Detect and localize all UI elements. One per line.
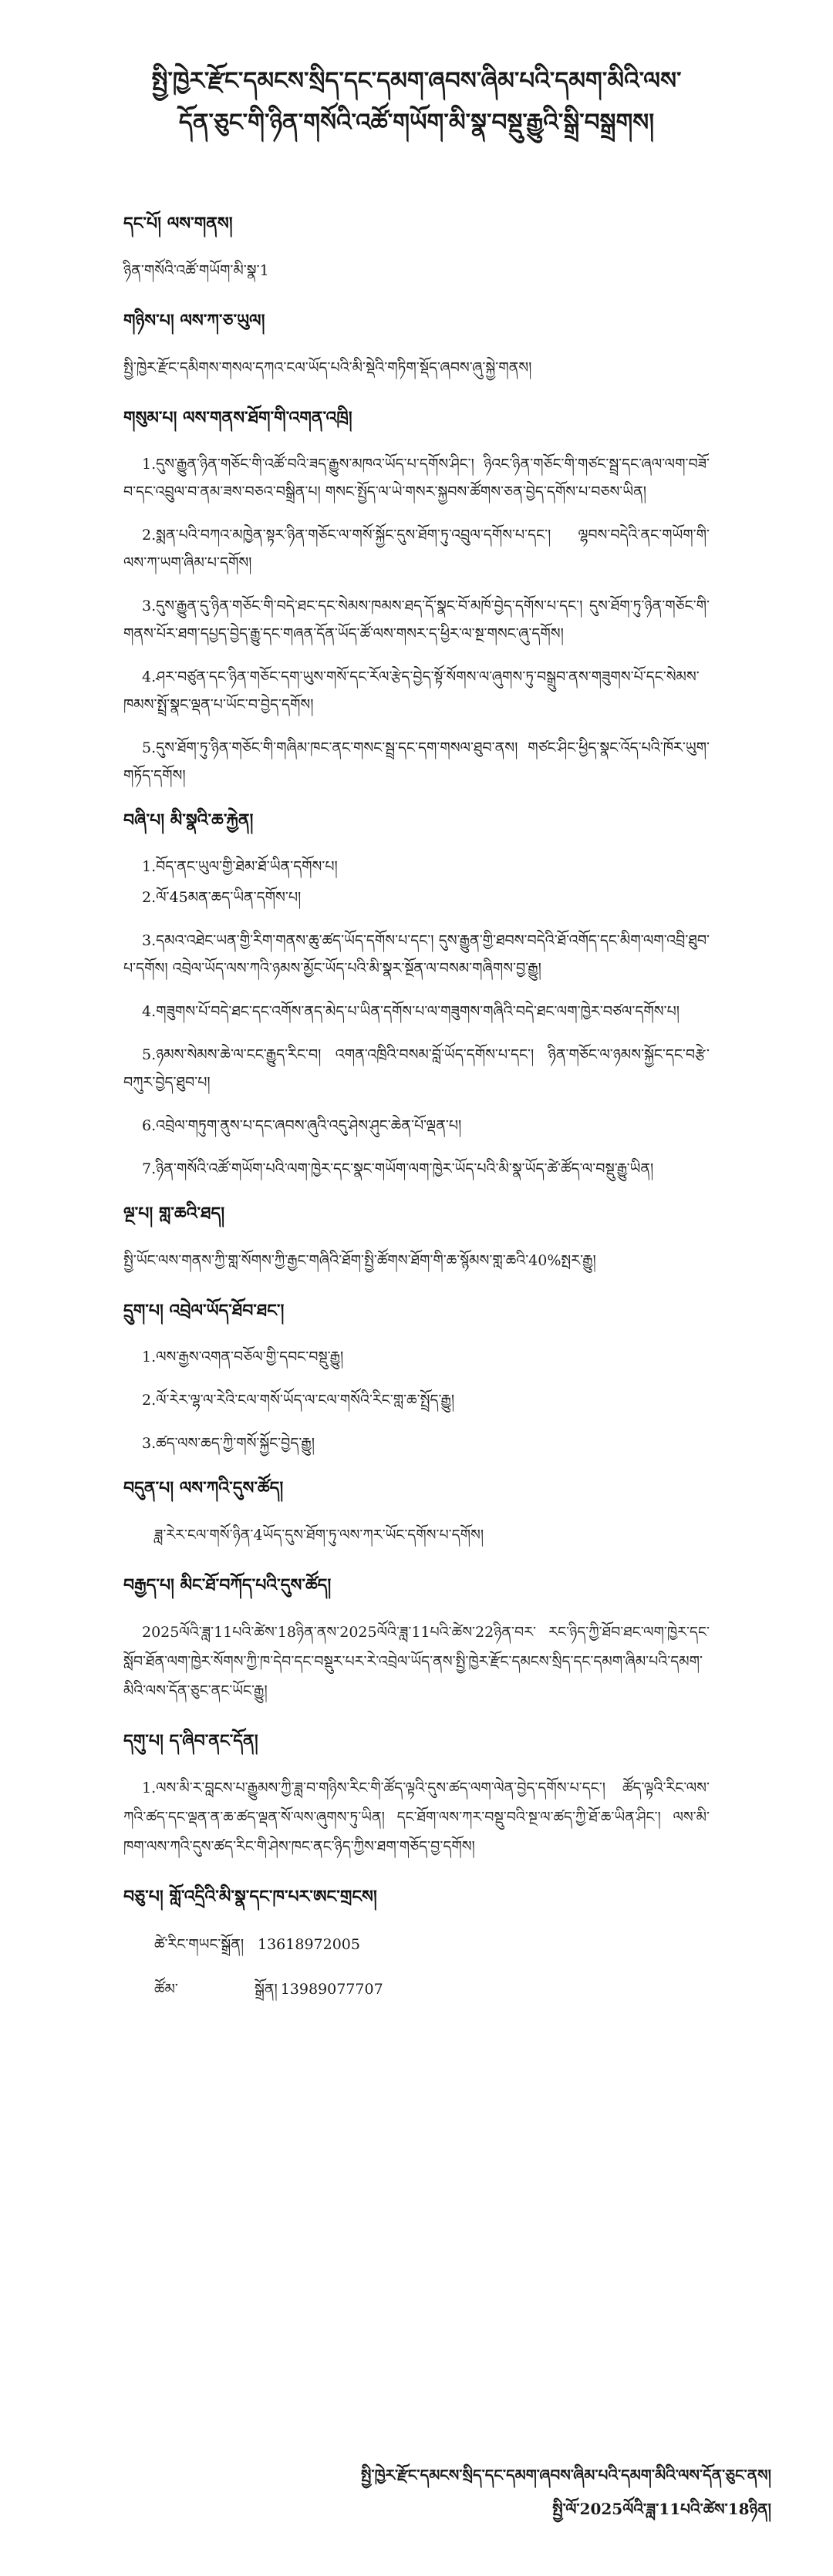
section-7-heading: བདུན་པ། ལས་ཀའི་དུས་ཚོད། [123,1478,284,1498]
issuing-organization: སྤྱི་ཁྱེར་རྫོང་དམངས་སྲིད་དང་དམག་ཞབས་ཞིམ་པའི་དམག་མིའི་ལས་དོན་ཅུང་ནས། [360,2466,771,2484]
section-3-item: 5.དུས་ཐོག་ཏུ་ཉིན་གཅོང་གི་གཞིམ་ཁང་ནང་གསང་སྦྲ་དང་དག་གསལ་ཐུབ་ནས། གཙང་ཤིང་ཕྱིད་སྣང་འོད་པའི་ཁོར་ཡུག་གཏོད་དགོས། [123,739,710,784]
section-1-heading: དང་པོ། ལས་གནས། [123,214,233,234]
section-3-item: 4.ཤར་བཙུན་དང་ཉིན་གཅོང་དག་ཡུས་གསོ་དང་རོལ་རྩེད་བྱེད་སྟོ་སོགས་ལ་ཞུགས་ཏུ་བསྒྲུབ་ནས་གཟུགས་པོ་དང་སེམས་ཁམས་སྤྲོ་སྣང་ལྡན་པ་ཡོང་བ་བྱེད་དགོས། [123,668,700,713]
section-4-item: 7.ཉིན་གསོའི་འཚོ་གཡོག་པའི་ལག་ཁྱེར་དང་སྣང་གཡོག་ལག་ཁྱེར་ཡོད་པའི་མི་སྣ་ཡོད་ཚེ་ཚོད་ལ་བསྡུ་རྒྱུ་ཡིན། [142,1160,654,1177]
title-line-1: སྤྱི་ཁྱེར་རྫོང་དམངས་སྲིད་དང་དམག་ཞབས་ཞིམ་པའི་དམག་མིའི་ལས་ [151,67,682,95]
contact-phone: 13618972005 [258,1936,360,1953]
section-1-body: ཉིན་གསོའི་འཚོ་གཡོག་མི་སྣ་1 [123,262,269,279]
issue-date: སྤྱི་ལོ་2025ལོའི་ཟླ་11པའི་ཚེས་18ཉིན། [552,2500,771,2518]
contact-name: ཚོམ་ [154,1981,178,1998]
section-4-item: 6.འབྲེལ་གཏུག་ནུས་པ་དང་ཞབས་ཞུའི་འདུ་ཤེས་ཤུང་ཆེན་པོ་ལྡན་པ། [142,1117,462,1134]
section-4-item: 2.ལོ་45མན་ཆད་ཡིན་དགོས་པ། [142,889,302,906]
section-6-heading: དྲུག་པ། འབྲེལ་ཡོད་ཐོབ་ཐང་། [123,1301,285,1321]
section-4-item: 3.དམའ་འཐེང་ཡན་གྱི་རིག་གནས་ཆུ་ཚད་ཡོད་དགོས་པ་དང་། དུས་རྒྱུན་གྱི་ཐབས་བདེའི་ཐོ་འགོད་དང་མིག་ལག་འབྲི་ཐུབ་པ་དགོས། འབྲེལ་ཡོད་ལས་ཀའི་ཉམས་མྱོང་ཡོད་པའི་མི་སྣར་སྔོན་ལ་བསམ་གཞིགས་བྱ་རྒྱུ། [123,932,710,977]
section-5-heading: ལྔ་པ། གླ་ཆའི་ཐད། [123,1204,225,1224]
section-8-heading: བརྒྱད་པ། མིང་ཐོ་བཀོད་པའི་དུས་ཚོད། [123,1575,332,1595]
contact-row [154,1929,710,1960]
contact-row [154,1974,710,2005]
section-2-body: སྤྱི་ཁྱེར་རྫོང་དམིགས་གསལ་དཀའ་ངལ་ཡོད་པའི་མི་སྡེའི་གཏིག་སྡོད་ཞབས་ཞུ་སྐྱེ་གནས། [123,359,532,376]
section-10-heading: བཅུ་པ། གློ་འདྲིའི་མི་སྣ་དང་ཁ་པར་ཨང་གྲངས། [123,1887,377,1907]
document-footer [361,2458,771,2526]
title-line-2: དོན་ཅུང་གི་ཉིན་གསོའི་འཚོ་གཡོག་མི་སྣ་བསྡུ་རྒྱུའི་སྒྲི་བསྒྲགས། [178,109,655,136]
section-3-item: 2.སྨན་པའི་བཀའ་མཁྱེན་སྟར་ཉིན་གཅོང་ལ་གསོ་སྐྱོང་དུས་ཐོག་ཏུ་འབྲུལ་དགོས་པ་དང་། ལྷབས་བདེའི་ནང་གཡོག་གི་ལས་ཀ་ཡག་ཞིམ་པ་དགོས། [123,527,710,571]
section-4-heading: བཞི་པ། མི་སྣའི་ཆ་རྐྱེན། [123,810,254,830]
section-6-item: 2.ལོ་རེར་ལྷ་ལ་རེའི་ངལ་གསོ་ཡོད་ལ་ངལ་གསོའི་རིང་གླ་ཆ་སྤྲོད་རྒྱུ། [142,1392,455,1409]
section-3-item: 1.དུས་རྒྱུན་ཉིན་གཅོང་གི་འཚོ་བའི་ཟད་རྒྱུས་མཁའ་ཡོད་པ་དགོས་ཤིང་། ཉིའང་ཉིན་གཅོང་གི་གཙང་སྦྲ་དང་ཞལ་ལག་བཟོ་བ་དང་འབྲུལ་བ་ནམ་ཟས་བཅའ་བསྒྲིན་པ། གསང་སྤྱོད་ལ་ཡེ་གསར་སྐྱབས་ཚོགས་ཅན་བྱེད་དགོས་པ་བཅས་ཡིན། [123,456,710,500]
section-2-heading: གཉིས་པ། ལས་ཀ་ཅ་ཡུལ། [123,311,265,331]
section-3-heading: གསུམ་པ། ལས་གནས་ཐོག་གི་འགན་འཁྲི། [123,408,352,428]
section-9-heading: དགུ་པ། ད་ཞིབ་ནང་དོན། [123,1731,258,1751]
document-title [85,60,748,143]
section-7-body: ཟླ་རེར་ངལ་གསོ་ཉིན་4ཡོད་དུས་ཐོག་ཏུ་ལས་ཀར་ཡོང་དགོས་པ་དགོས། [154,1527,484,1544]
section-6-item: 3.ཚད་ལས་ཆད་ཀྱི་གསོ་སྐྱོང་བྱེད་རྒྱུ། [142,1435,315,1452]
section-4-item: 4.གཟུགས་པོ་བདེ་ཐང་དང་འགོས་ནད་མེད་པ་ཡིན་དགོས་པ་ལ་གཟུགས་གཞིའི་བདེ་ཐང་ལག་ཁྱེར་བཙལ་དགོས་པ། [142,1003,680,1020]
section-4-item: 1.བོད་ནང་ཡུལ་གྱི་ཐེམ་ཐོ་ཡིན་དགོས་པ། [142,858,338,875]
section-3-item: 3.དུས་རྒྱུན་དུ་ཉིན་གཅོང་གི་བདེ་ཐང་དང་སེམས་ཁམས་ཐད་དོ་སྣང་བོ་མཁོ་བྱེད་དགོས་པ་དང་། དུས་ཐོག་ཏུ་ཉིན་གཅོང་གི་གནས་པོར་ཐག་དཔྱད་བྱེད་རྒྱུ་དང་གཞན་དོན་ཡོད་ཚོ་ལས་གསར་ད་ཕྱིར་ལ་སྔ་གསང་ཞུ་དགོས། [123,598,710,642]
contact-name: ཚེ་རིང་གཡང་སྒྲོན། [154,1936,245,1953]
section-8-body: 2025ལོའི་ཟླ་11པའི་ཚེས་18ཉིན་ནས་2025ལོའི་ཟླ་11པའི་ཚེས་22ཉིན་བར་ རང་ཉིད་ཀྱི་ཐོབ་ཐང་ལག་ཁྱེར་དང་སློབ་ཐོན་ལག་ཁྱེར་སོགས་ཀྱི་ཁ་དེབ་དང་བསྡུར་པར་རེ་འབྲེལ་ཡོད་ནས་སྤྱི་ཁྱེར་རྫོང་དམངས་སྲིད་དང་དམག་ཞིམ་པའི་དམག་མིའི་ལས་དོན་ཅུང་ནང་ཡོང་རྒྱུ། [123,1624,710,1699]
section-5-body: སྤྱི་ཡོང་ལས་གནས་ཀྱི་གླ་སོགས་ཀྱི་རྒྱང་གཞིའི་ཐོག་སྤྱི་ཚོགས་ཐོག་གི་ཆ་སྙོམས་གླ་ཆའི་40%སྤར་རྒྱུ། [123,1252,596,1269]
document-body [123,208,710,2019]
section-9-body: 1.ལས་མི་ར་བླངས་པ་རྒྱུམས་ཀྱི་ཟླ་བ་གཉིས་རིང་གི་ཚོད་ལྟའི་དུས་ཚད་ལག་ལེན་བྱེད་དགོས་པ་དང་། ཚོད་ལྟའི་རིང་ལས་ཀའི་ཚད་དང་ལྡན་ན་ཆ་ཚད་ལྡན་སོ་ལས་ཞུགས་ཏུ་ཡིན། དང་ཐོག་ལས་ཀར་བསྡུ་བའི་སྔ་ལ་ཚད་ཀྱི་ཐོ་ཆ་ཡིན་ཤིང་། ལས་མི་ཁག་ལས་ཀའི་དུས་ཚད་རིང་གི་ཤེས་ཁང་ནང་ཉིད་ཀྱིས་ཐག་གཅོད་བྱ་དགོས། [123,1780,710,1855]
contact-phone: 13989077707 [280,1981,383,1998]
contact-name-suffix: སྒྲོན། [255,1981,278,1998]
section-4-item: 5.ཉམས་སེམས་ཆེ་ལ་ངང་རྒྱུད་རིང་བ། འགན་འཁྲིའི་བསམ་བློ་ཡོད་དགོས་པ་དང་། ཉིན་གཅོང་ལ་ཉམས་སྐྱོང་དང་བརྩེ་བཀུར་བྱེད་ཐུབ་པ། [123,1046,710,1091]
section-6-item: 1.ལས་རྒྱས་འགན་བཅོལ་གྱི་དབང་བསྡུ་རྒྱུ། [142,1349,344,1365]
